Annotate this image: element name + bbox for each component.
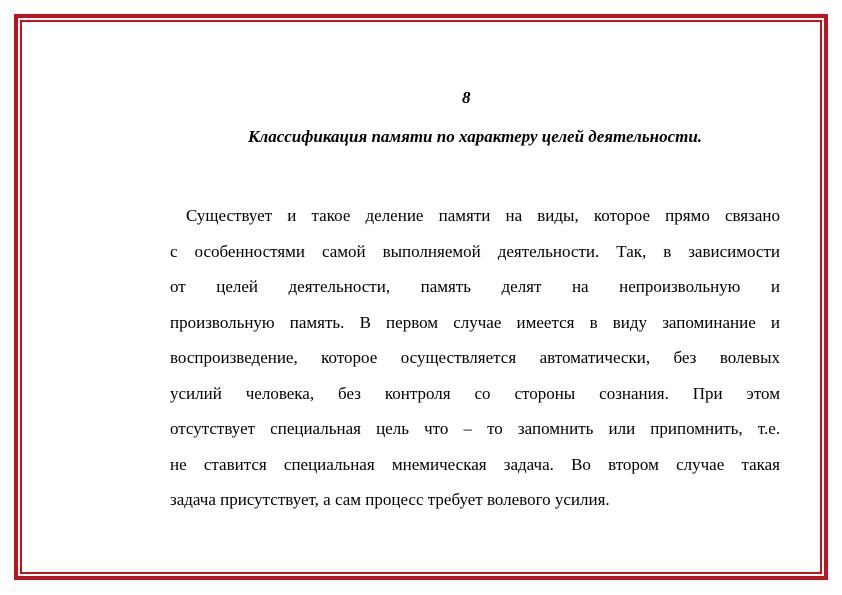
paragraph-line: от целей деятельности, память делят на непроизвольную и <box>170 277 780 296</box>
body-paragraph <box>170 198 780 518</box>
section-heading: Классификация памяти по характеру целей деятельности. <box>247 127 703 146</box>
paragraph-line: усилий человека, без контроля со стороны сознания. При этом <box>170 383 780 403</box>
paragraph-line: не ставится специальная мнемическая задача. Во втором случае такая <box>170 454 780 474</box>
paragraph-line: отсутствует специальная цель что – то запомнить или припомнить, т.е. <box>170 419 780 438</box>
paragraph-line: воспроизведение, которое осуществляется автоматически, без волевых <box>170 348 780 367</box>
page-number: 8 <box>462 88 471 107</box>
paragraph-line: произвольную память. В первом случае имеется в виду запоминание и <box>170 312 780 332</box>
paragraph-line: Существует и такое деление памяти на виды, которое прямо связано <box>186 206 780 225</box>
paragraph-line: задача присутствует, а сам процесс требует волевого усилия. <box>170 490 610 509</box>
paragraph-line: с особенностями самой выполняемой деятельности. Так, в зависимости <box>170 241 780 261</box>
